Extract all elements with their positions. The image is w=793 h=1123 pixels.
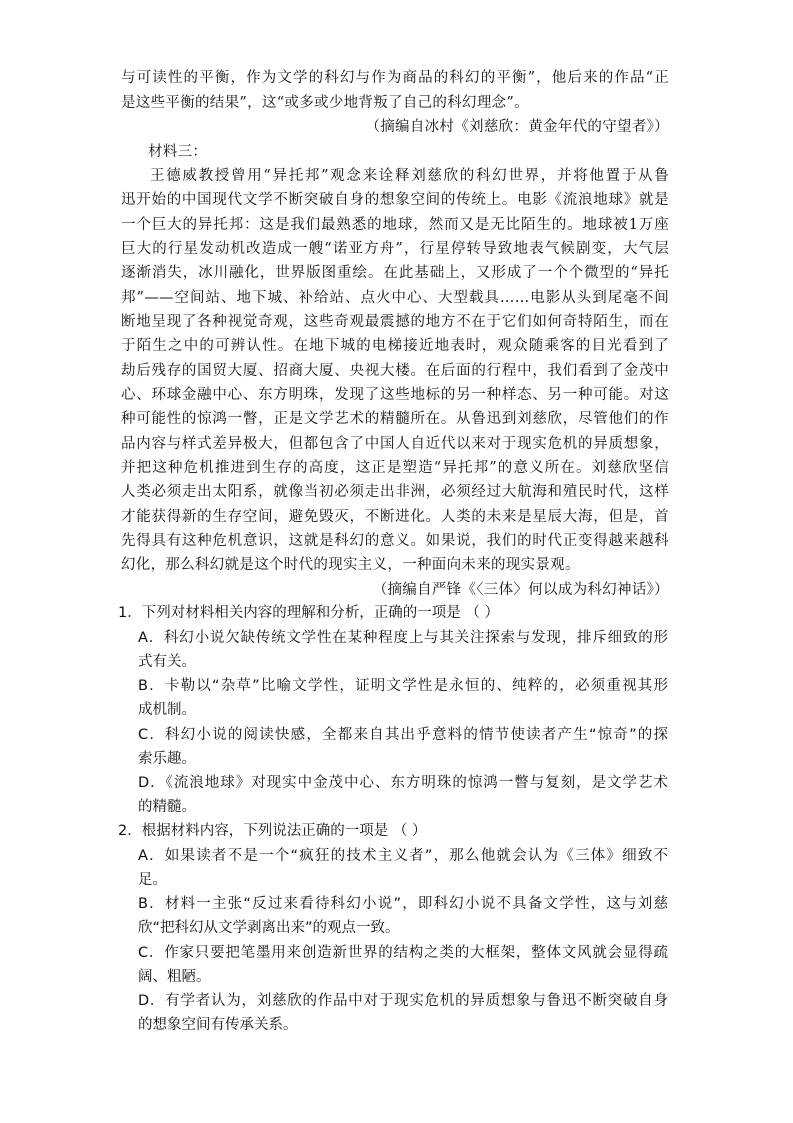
passage-line: 巨大的行星发动机改造成一艘“诺亚方舟”，行星停转导致地表气候剧变，大气层 xyxy=(121,241,669,257)
passage-line: 种可能性的惊鸿一瞥，正是文学艺术的精髓所在。从鲁迅到刘慈欣，尽管他们的作 xyxy=(121,411,669,427)
passage-line: 幻化，那么科幻就是这个时代的现实主义，一种面向未来的现实景观。 xyxy=(121,557,580,573)
option-b[interactable]: B．卡勒以“杂草”比喻文学性，证明文学性是永恒的、纯粹的，必须重视其形 xyxy=(138,678,668,694)
option-d-cont: 的精髓。 xyxy=(138,799,196,815)
passage-line: 并把这种危机推进到生存的高度，这正是塑造“异托邦”的意义所在。刘慈欣坚信 xyxy=(121,460,669,476)
passage-line: 邦”——空间站、地下城、补给站、点火中心、大型载具……电影从头到尾毫不间 xyxy=(121,290,669,306)
source-citation: （摘编自严锋《〈三体〉何以成为科幻神话》） xyxy=(372,582,669,598)
option-c-cont: 索乐趣。 xyxy=(138,751,196,767)
option-d-cont: 的想象空间有传承关系。 xyxy=(138,1017,298,1033)
passage-line: 迅开始的中国现代文学不断突破自身的想象空间的传统上。电影《流浪地球》就是 xyxy=(121,192,669,208)
option-c[interactable]: C．科幻小说的阅读快感，全都来自其出乎意料的情节使读者产生“惊奇”的探 xyxy=(138,727,668,743)
option-b-cont: 欣“把科幻从文学剥离出来”的观点一致。 xyxy=(138,920,400,936)
passage-line: 是这些平衡的结果”，这“或多或少地背叛了自己的科幻理念”。 xyxy=(121,95,529,111)
option-a[interactable]: A．如果读者不是一个“疯狂的技术主义者”，那么他就会认为《三体》细致不 xyxy=(138,848,668,864)
option-b[interactable]: B．材料一主张“反过来看待科幻小说”，即科幻小说不具备文学性，这与刘慈 xyxy=(138,896,668,912)
option-c-cont: 阔、粗陋。 xyxy=(138,969,211,985)
passage-line: 逐渐消失，冰川融化，世界版图重绘。在此基础上，又形成了一个个微型的“异托 xyxy=(121,265,669,281)
passage-line: 一个巨大的异托邦：这是我们最熟悉的地球，然而又是无比陌生的。地球被1万座 xyxy=(121,217,669,233)
passage-line: 人类必须走出太阳系，就像当初必须走出非洲，必须经过大航海和殖民时代，这样 xyxy=(121,484,669,500)
question-stem: 2．根据材料内容，下列说法正确的一项是 （ ） xyxy=(118,823,427,839)
option-b-cont: 成机制。 xyxy=(138,702,196,718)
passage-line: 于陌生之中的可辨认性。在地下城的电梯接近地表时，观众随乘客的目光看到了 xyxy=(121,338,669,354)
option-d[interactable]: D．《流浪地球》对现实中金茂中心、东方明珠的惊鸿一瞥与复刻，是文学艺术 xyxy=(138,775,668,791)
passage-line: 与可读性的平衡，作为文学的科幻与作为商品的科幻的平衡”，他后来的作品“正 xyxy=(121,70,669,86)
option-a[interactable]: A．科幻小说欠缺传统文学性在某种程度上与其关注探索与发现，排斥细致的形 xyxy=(138,630,668,646)
passage-line: 王德威教授曾用“异托邦”观念来诠释刘慈欣的科幻世界，并将他置于从鲁 xyxy=(150,168,669,184)
option-c[interactable]: C．作家只要把笔墨用来创造新世界的结构之类的大框架，整体文风就会显得疏 xyxy=(138,945,668,961)
passage-line: 先得具有这种危机意识，这就是科幻的意义。如果说，我们的时代正变得越来越科 xyxy=(121,533,669,549)
option-d[interactable]: D．有学者认为，刘慈欣的作品中对于现实危机的异质想象与鲁迅不断突破自身 xyxy=(138,993,668,1009)
passage-line: 断地呈现了各种视觉奇观，这些奇观最震撼的地方不在于它们如何奇特陌生，而在 xyxy=(121,314,669,330)
question-stem: 1．下列对材料相关内容的理解和分析，正确的一项是 （ ） xyxy=(118,605,499,621)
passage-line: 品内容与样式差异极大，但都包含了中国人自近代以来对于现实危机的异质想象， xyxy=(121,436,669,452)
option-a-cont: 足。 xyxy=(138,872,167,888)
passage-line: 才能获得新的生存空间，避免毁灭，不断进化。人类的未来是星辰大海，但是，首 xyxy=(121,509,669,525)
material-title: 材料三： xyxy=(148,144,208,160)
option-a-cont: 式有关。 xyxy=(138,654,196,670)
passage-line: 劫后残存的国贸大厦、招商大厦、央视大楼。在后面的行程中，我们看到了金茂中 xyxy=(121,363,669,379)
source-citation: （摘编自冰村《刘慈欣：黄金年代的守望者》） xyxy=(365,119,669,135)
passage-line: 心、环球金融中心、东方明珠，发现了这些地标的另一种样态、另一种可能。对这 xyxy=(121,387,669,403)
